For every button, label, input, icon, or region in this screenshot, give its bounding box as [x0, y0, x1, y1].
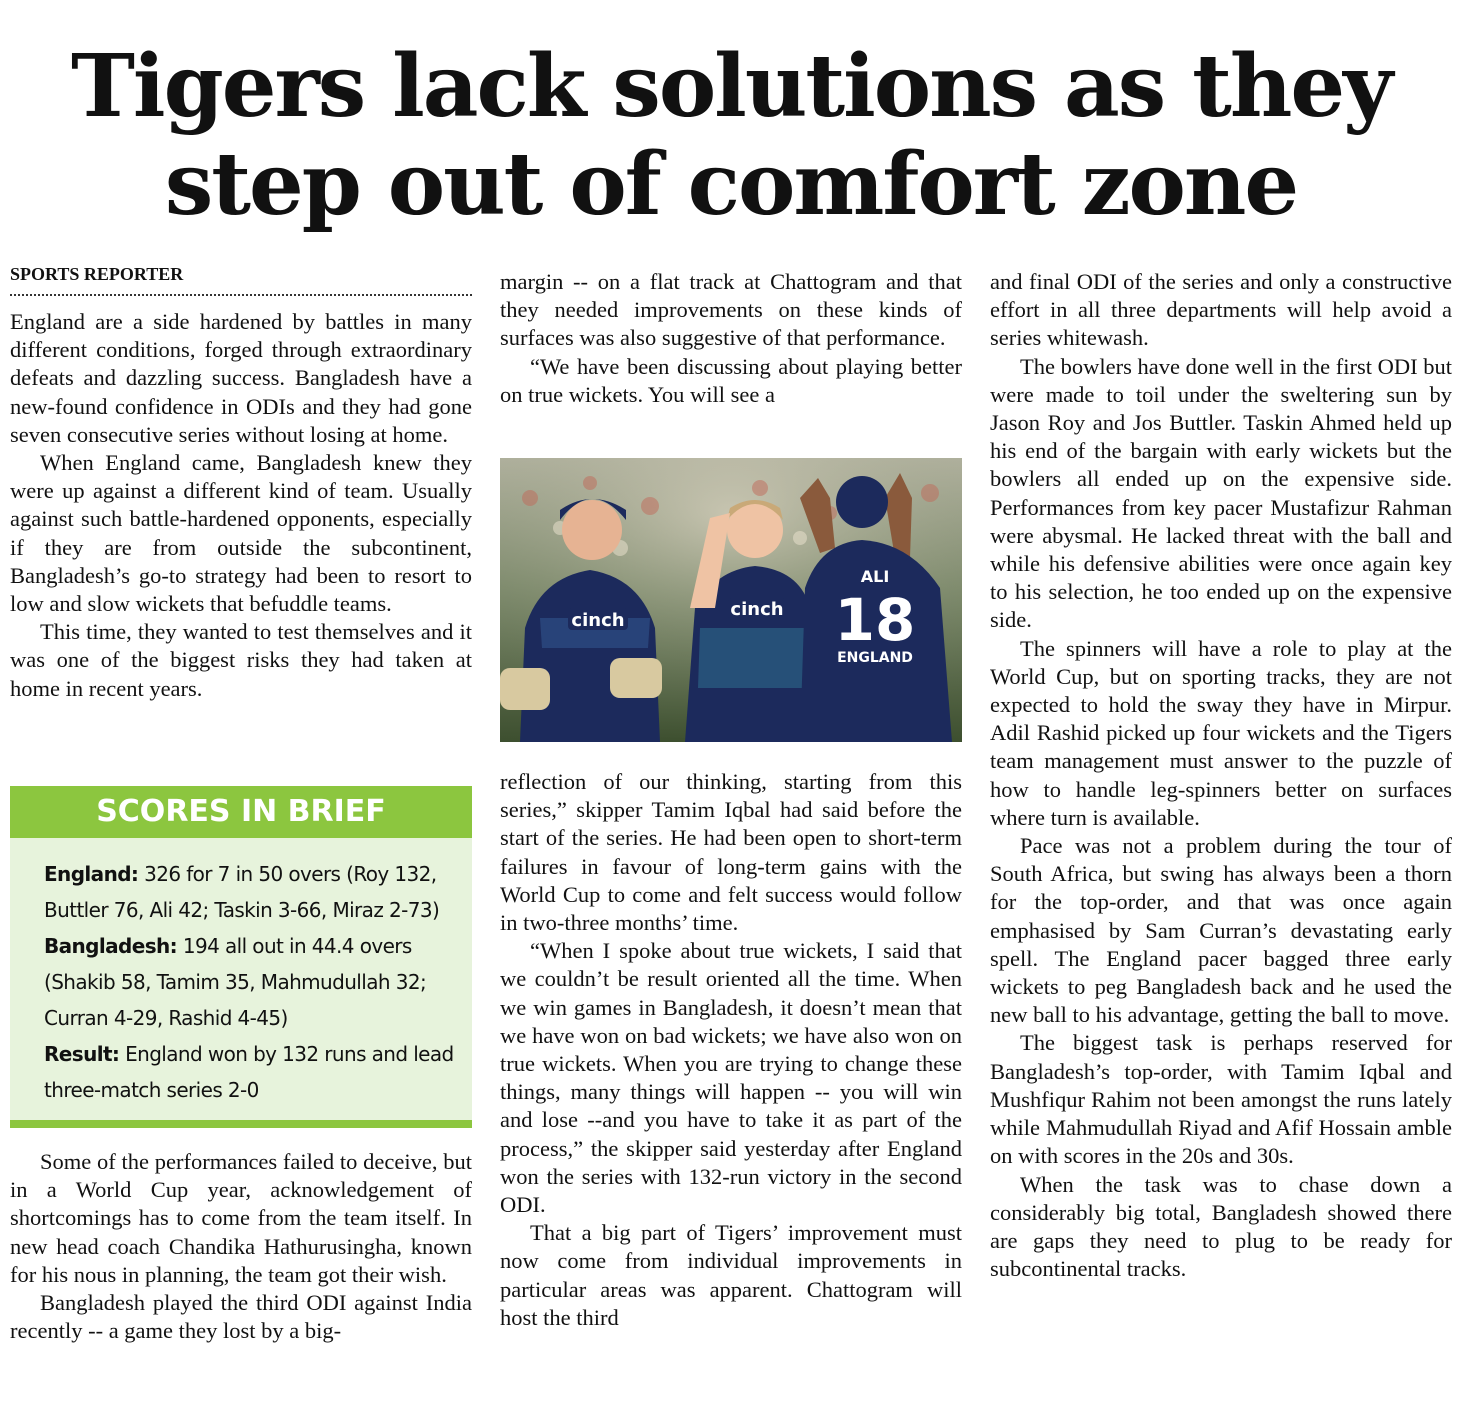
cricketers-celebrating-image: [500, 458, 962, 742]
column-2-lower: [500, 768, 962, 1332]
jersey-country: ENGLAND: [837, 650, 913, 666]
sponsor-logo-left: cinch: [571, 610, 625, 631]
england-score: [44, 856, 456, 928]
paragraph: The spinners will have a role to play at the World Cup, but on sporting tracks, they are not expected to hold the sway they have in Mirpur. Adil Rashid picked up four wickets and the Tigers team management must answer to the puzzle of how to handle leg-spinners better on surfaces where turn is available.: [990, 635, 1452, 830]
news-photo: [500, 458, 962, 742]
england-score-text: 326 for 7 in 50 overs (Roy 132, Buttler 76, Ali 42; Taskin 3-66, Miraz 2-73): [44, 862, 440, 922]
column-2-upper: [500, 268, 962, 409]
column-3: [990, 268, 1452, 1283]
headline-line-2: step out of comfort zone: [164, 134, 1298, 235]
paragraph: “We have been discussing about playing better on true wickets. You will see a: [500, 353, 962, 407]
paragraph: This time, they wanted to test themselves and it was one of the biggest risks they had taken at home in recent years.: [10, 619, 472, 701]
paragraph: When the task was to chase down a considerably big total, Bangladesh showed there are gaps they need to plug to be ready for subcontinental tracks.: [990, 1171, 1452, 1282]
paragraph: That a big part of Tigers’ improvement must now come from individual improvements in particular areas was apparent. Chattogram will host the third: [500, 1220, 962, 1330]
column-1-lower: [10, 1148, 472, 1345]
byline: SPORTS REPORTER: [10, 262, 472, 296]
column-1-upper: [10, 262, 472, 703]
paragraph: “When I spoke about true wickets, I said that we couldn’t be result oriented all the time. When we win games in Bangladesh, it doesn’t mean that we have won on bad wickets; we have also won on true wickets. When you are trying to change these things, many things will happen -- you will win and lose --and you have to take it as part of the process,” the skipper said yesterday after England won the series with 132-run victory in the second ODI.: [500, 938, 962, 1218]
result-label: Result:: [44, 1042, 120, 1066]
paragraph: When England came, Bangladesh knew they were up against a different kind of team. Usually against such battle-hardened opponents, especially if they are from outside the subcontinent, Bangladesh’s go-to strategy had been to resort to low and slow wickets that befuddle teams.: [10, 450, 472, 617]
paragraph: England are a side hardened by battles in many different conditions, forged through extraordinary defeats and dazzling success. Bangladesh have a new-found confidence in ODIs and they had gone seven consecutive series without losing at home.: [10, 309, 472, 447]
sponsor-logo-middle: cinch: [730, 599, 784, 620]
paragraph: Pace was not a problem during the tour of South Africa, but swing has always been a thorn for the top-order, and that was once again emphasised by Sam Curran’s devastating early spell. The England pacer bagged three early wickets to peg Bangladesh back and he used the new ball to his advantage, getting the ball to move.: [990, 833, 1452, 1028]
match-result: [44, 1036, 456, 1108]
england-label: England:: [44, 862, 139, 886]
result-text: England won by 132 runs and lead three-match series 2-0: [44, 1042, 454, 1102]
paragraph: reflection of our thinking, starting from this series,” skipper Tamim Iqbal had said before the start of the series. He had been open to short-term failures in favour of long-term gains with the World Cup to come and felt success would follow in two-three months’ time.: [500, 769, 962, 936]
scores-body: [10, 838, 472, 1108]
paragraph: The biggest task is perhaps reserved for Bangladesh’s top-order, with Tamim Iqbal and Mushfiqur Rahim not been amongst the runs lately while Mahmudullah Riyad and Afif Hossain amble on with scores in the 20s and 30s.: [990, 1030, 1452, 1169]
paragraph: margin -- on a flat track at Chattogram and that they needed improvements on these kinds of surfaces was also suggestive of that performance.: [500, 269, 962, 351]
paragraph: and final ODI of the series and only a constructive effort in all three departments will help avoid a series whitewash.: [990, 269, 1452, 351]
scores-in-brief-box: [10, 786, 472, 1128]
bangladesh-score: [44, 928, 456, 1036]
paragraph: The bowlers have done well in the first ODI but were made to toil under the sweltering sun by Jason Roy and Jos Buttler. Taskin Ahmed held up his end of the bargain with early wickets but the bowlers all ended up on the expensive side. Performances from key pacer Mustafizur Rahman were abysmal. He lacked threat with the ball and while his defensive abilities were once again key to his selection, he too ended up on the expensive side.: [990, 353, 1452, 633]
paragraph: Bangladesh played the third ODI against India recently -- a game they lost by a big-: [10, 1290, 472, 1344]
jersey-name: ALI: [860, 567, 890, 586]
bangladesh-score-text: 194 all out in 44.4 overs (Shakib 58, Tamim 35, Mahmudullah 32; Curran 4-29, Rashid 4-45): [44, 934, 427, 1030]
headline: [0, 38, 1462, 234]
scores-title: SCORES IN BRIEF: [10, 786, 472, 838]
jersey-number: 18: [834, 586, 916, 654]
bangladesh-label: Bangladesh:: [44, 934, 178, 958]
headline-line-1: Tigers lack solutions as they: [70, 36, 1392, 137]
paragraph: Some of the performances failed to deceive, but in a World Cup year, acknowledgement of shortcomings has to come from the team itself. In new head coach Chandika Hathurusingha, known for his nous in planning, the team got their wish.: [10, 1149, 472, 1287]
